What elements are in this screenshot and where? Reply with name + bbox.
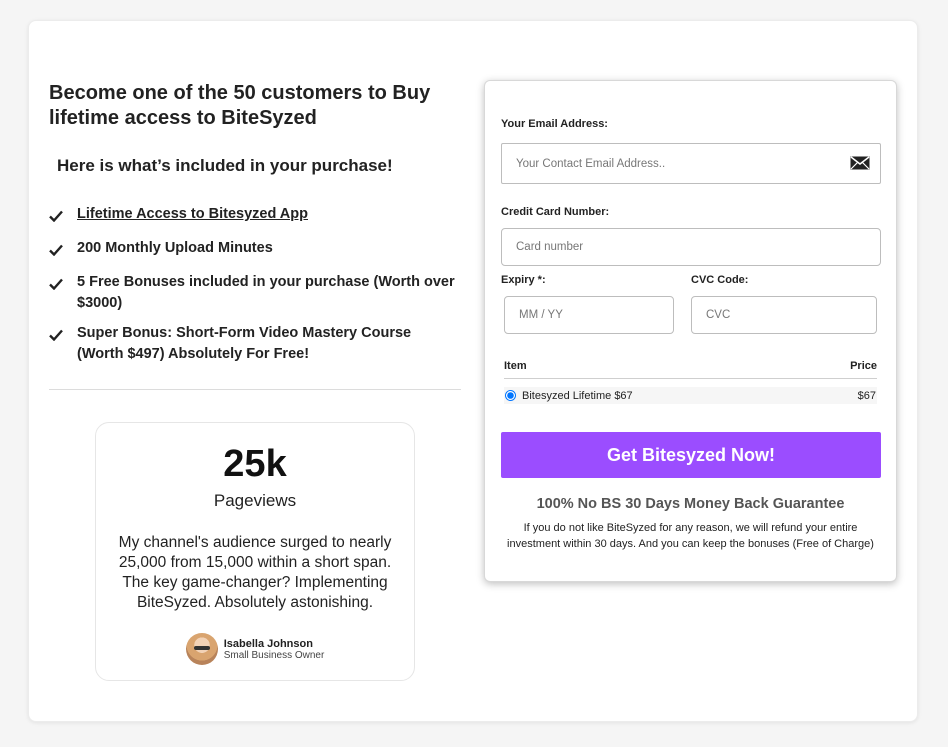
feature-item	[49, 272, 461, 314]
feature-link-lifetime-access[interactable]: Lifetime Access to Bitesyzed App	[77, 206, 308, 222]
feature-text: 200 Monthly Upload Minutes	[77, 240, 273, 256]
price-header: Price	[850, 360, 877, 372]
card-number-field[interactable]	[502, 229, 880, 265]
section-divider	[49, 389, 461, 390]
check-icon	[49, 323, 77, 348]
guarantee-title: 100% No BS 30 Days Money Back Guarantee	[536, 496, 845, 512]
envelope-icon	[850, 156, 870, 175]
feature-item	[49, 204, 461, 229]
email-field[interactable]	[502, 144, 880, 183]
card-field-wrapper	[501, 228, 881, 266]
avatar	[186, 633, 218, 665]
expiry-label: Expiry *:	[501, 274, 546, 286]
stat-label: Pageviews	[213, 491, 297, 510]
checkout-form	[484, 80, 897, 582]
author-role: Small Business Owner	[223, 649, 325, 661]
offer-section	[28, 20, 918, 722]
stat-value: 25k	[223, 443, 287, 485]
expiry-field[interactable]	[505, 297, 673, 333]
testimonial-quote: My channel's audience surged to nearly 25,000 from 15,000 within a short span. The key game-changer? Implementing BiteSyzed. Absolutely astonishing.	[118, 534, 392, 611]
guarantee-text: If you do not like BiteSyzed for any reason, we will refund your entire investment within 30 days. And you can keep the bonuses (Free of Charge)	[507, 522, 874, 550]
testimonial-card	[95, 422, 415, 681]
item-header: Item	[504, 360, 527, 372]
cvc-field-wrapper	[691, 296, 877, 334]
included-heading: Here is what’s included in your purchase!	[57, 156, 393, 175]
cvc-field[interactable]	[692, 297, 876, 333]
expiry-field-wrapper	[504, 296, 674, 334]
email-label: Your Email Address:	[501, 118, 608, 130]
headline: Become one of the 50 customers to Buy lifetime access to BiteSyzed	[49, 82, 431, 129]
feature-item	[49, 238, 461, 263]
cvc-label: CVC Code:	[691, 274, 749, 286]
product-price: $67	[857, 389, 876, 402]
product-name: Bitesyzed Lifetime $67	[522, 389, 633, 402]
feature-text: Super Bonus: Short-Form Video Mastery Course (Worth $497) Absolutely For Free!	[77, 325, 412, 362]
offer-details	[49, 81, 461, 374]
product-radio[interactable]	[505, 390, 516, 401]
testimonial-author	[96, 633, 414, 665]
email-field-wrapper	[501, 143, 881, 184]
check-icon	[49, 272, 77, 297]
check-icon	[49, 204, 77, 229]
table-divider	[504, 378, 877, 379]
card-label: Credit Card Number:	[501, 206, 610, 218]
feature-item	[49, 323, 461, 365]
author-name: Isabella Johnson	[223, 637, 313, 650]
feature-text: 5 Free Bonuses included in your purchase (Worth over $3000)	[77, 274, 455, 311]
order-table-header	[504, 360, 877, 372]
table-row	[504, 387, 877, 404]
feature-list	[49, 204, 461, 365]
check-icon	[49, 238, 77, 263]
product-option[interactable]	[504, 390, 633, 402]
buy-now-button[interactable]: Get Bitesyzed Now!	[501, 432, 881, 478]
